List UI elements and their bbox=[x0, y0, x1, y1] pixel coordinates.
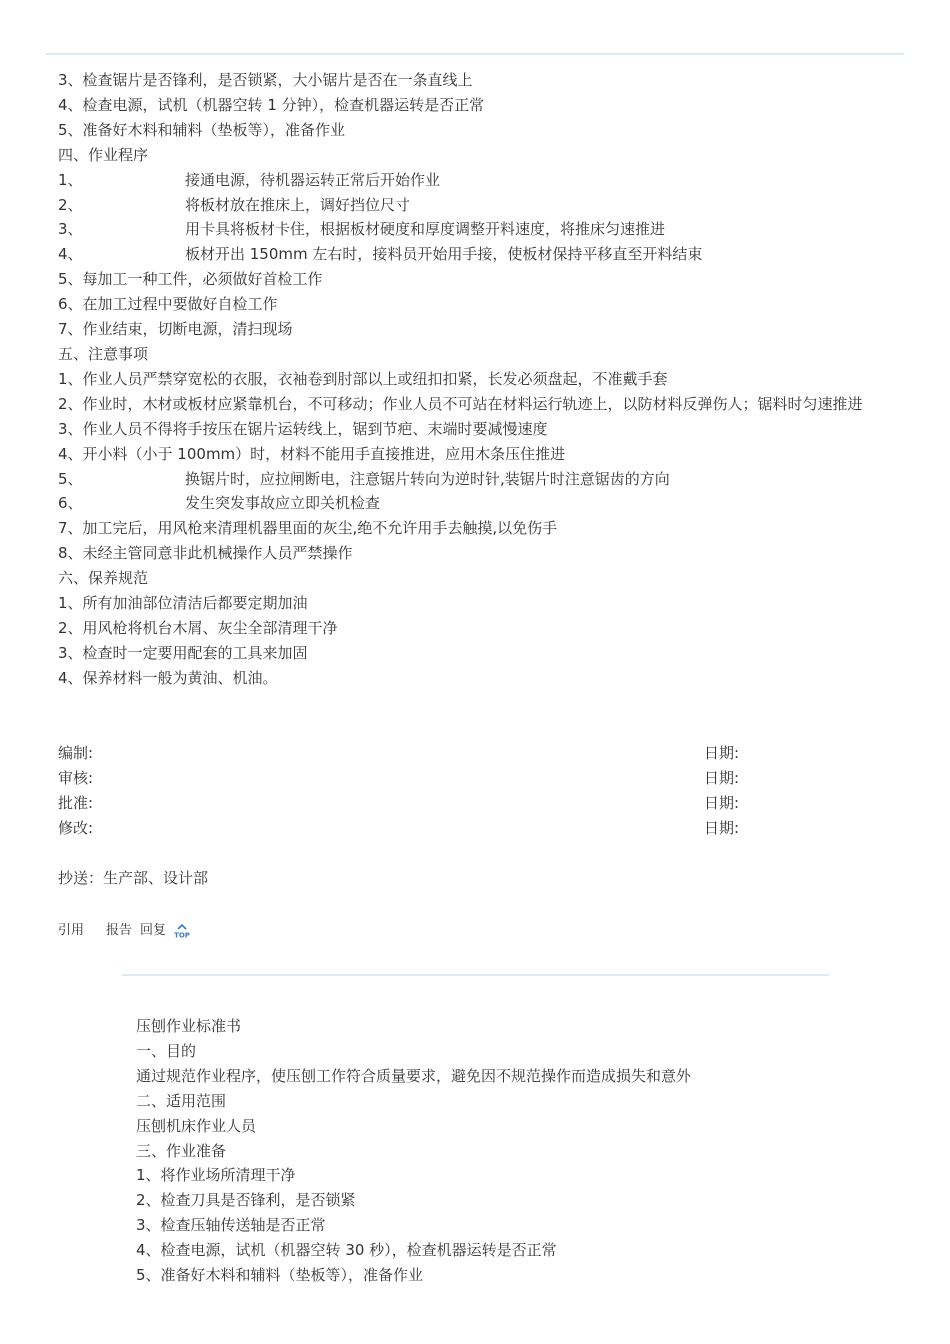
section-heading: 一、目的 bbox=[136, 1041, 197, 1060]
text-line: 5、准备好木料和辅料（垫板等），准备作业 bbox=[58, 120, 346, 139]
text-line: 3、检查压轴传送轴是否正常 bbox=[136, 1216, 326, 1235]
sign-label: 修改: bbox=[58, 819, 94, 837]
text-line: 5、准备好木料和辅料（垫板等），准备作业 bbox=[136, 1266, 424, 1285]
text-line: 1、所有加油部位清洁后都要定期加油 bbox=[58, 594, 308, 613]
post-body-1 bbox=[58, 68, 898, 691]
step-number: 3、 bbox=[58, 220, 83, 239]
step-number: 2、 bbox=[58, 195, 83, 214]
text-line: 2、用风枪将机台木屑、灰尘全部清理干净 bbox=[58, 618, 338, 637]
post-body-2 bbox=[136, 1014, 916, 1288]
step-text: 将板材放在推床上，调好挡位尺寸 bbox=[185, 195, 411, 214]
reply-link[interactable]: 回复 bbox=[140, 923, 167, 938]
procedure-step bbox=[58, 217, 898, 242]
step-text: 用卡具将板材卡住，根据板材硬度和厚度调整开料速度，将推床匀速推进 bbox=[185, 220, 666, 239]
step-text: 接通电源，待机器运转正常后开始作业 bbox=[185, 170, 441, 189]
date-label: 日期: bbox=[704, 794, 740, 812]
top-arrow-icon bbox=[172, 923, 192, 939]
text-line: 2、作业时，木材或板材应紧靠机台，不可移动；作业人员不可站在材料运行轨迹上，以防材料反弹伤人；锯料时匀速推进 bbox=[58, 394, 863, 413]
text-line: 4、开小料（小于 100mm）时，材料不能用手直接推进，应用木条压住推进 bbox=[58, 444, 566, 463]
text-line: 4、保养材料一般为黄油、机油。 bbox=[58, 668, 278, 687]
quote-link[interactable]: 引用 bbox=[58, 923, 85, 938]
step-number: 4、 bbox=[58, 245, 83, 264]
section-heading: 二、适用范围 bbox=[136, 1091, 227, 1110]
sign-row-revised bbox=[58, 816, 848, 841]
report-link[interactable]: 报告 bbox=[106, 923, 133, 938]
sign-label: 编制: bbox=[58, 744, 94, 762]
step-text: 换锯片时，应拉闸断电，注意锯片转向为逆时针,装锯片时注意锯齿的方向 bbox=[185, 469, 670, 488]
text-line: 4、检查电源，试机（机器空转 30 秒），检查机器运转是否正常 bbox=[136, 1241, 557, 1260]
date-label: 日期: bbox=[704, 769, 740, 787]
step-number: 6、 bbox=[58, 494, 83, 513]
top-divider bbox=[46, 53, 904, 55]
signature-block bbox=[58, 741, 848, 841]
document-title: 压刨作业标准书 bbox=[136, 1017, 242, 1035]
procedure-step bbox=[58, 467, 898, 492]
step-text: 板材开出 150mm 左右时，接料员开始用手接，使板材保持平移直至开料结束 bbox=[185, 245, 703, 264]
step-text: 发生突发事故应立即关机检查 bbox=[185, 494, 381, 513]
section-heading: 三、作业准备 bbox=[136, 1141, 227, 1160]
sign-label: 批准: bbox=[58, 794, 94, 812]
post-actions bbox=[58, 921, 192, 941]
top-icon-text: TOP bbox=[174, 931, 190, 939]
date-label: 日期: bbox=[704, 819, 740, 837]
text-line: 3、检查时一定要用配套的工具来加固 bbox=[58, 643, 308, 662]
sign-row-reviewed bbox=[58, 766, 848, 791]
sign-row-prepared bbox=[58, 741, 848, 766]
text-line: 3、检查锯片是否锋利，是否锁紧，大小锯片是否在一条直线上 bbox=[58, 71, 473, 89]
text-line: 6、在加工过程中要做好自检工作 bbox=[58, 295, 278, 314]
cc-line: 抄送：生产部、设计部 bbox=[58, 869, 209, 887]
procedure-step bbox=[58, 242, 898, 267]
post-divider bbox=[122, 974, 829, 976]
sign-label: 审核: bbox=[58, 769, 94, 787]
text-line: 压刨机床作业人员 bbox=[136, 1116, 257, 1135]
back-to-top-icon[interactable] bbox=[172, 923, 192, 939]
text-line: 通过规范作业程序，使压刨工作符合质量要求，避免因不规范操作而造成损失和意外 bbox=[136, 1066, 692, 1085]
text-line: 2、检查刀具是否锋利，是否锁紧 bbox=[136, 1191, 356, 1210]
text-line: 1、将作业场所清理干净 bbox=[136, 1166, 296, 1185]
step-number: 5、 bbox=[58, 469, 83, 488]
section-heading: 四、作业程序 bbox=[58, 145, 149, 164]
text-line: 4、检查电源，试机（机器空转 1 分钟），检查机器运转是否正常 bbox=[58, 95, 485, 114]
text-line: 5、每加工一种工件，必须做好首检工作 bbox=[58, 270, 323, 289]
section-heading: 五、注意事项 bbox=[58, 344, 149, 363]
step-number: 1、 bbox=[58, 170, 83, 189]
sign-row-approved bbox=[58, 791, 848, 816]
text-line: 7、加工完后，用风枪来清理机器里面的灰尘,绝不允许用手去触摸,以免伤手 bbox=[58, 519, 558, 538]
procedure-step bbox=[58, 491, 898, 516]
text-line: 1、作业人员严禁穿宽松的衣服，衣袖卷到肘部以上或纽扣扣紧，长发必须盘起，不准戴手套 bbox=[58, 369, 668, 388]
date-label: 日期: bbox=[704, 744, 740, 762]
section-heading: 六、保养规范 bbox=[58, 569, 149, 588]
procedure-step bbox=[58, 168, 898, 193]
text-line: 3、作业人员不得将手按压在锯片运转线上，锯到节疤、末端时要减慢速度 bbox=[58, 419, 548, 438]
text-line: 7、作业结束，切断电源，清扫现场 bbox=[58, 320, 293, 339]
text-line: 8、未经主管同意非此机械操作人员严禁操作 bbox=[58, 544, 353, 563]
procedure-step bbox=[58, 193, 898, 218]
